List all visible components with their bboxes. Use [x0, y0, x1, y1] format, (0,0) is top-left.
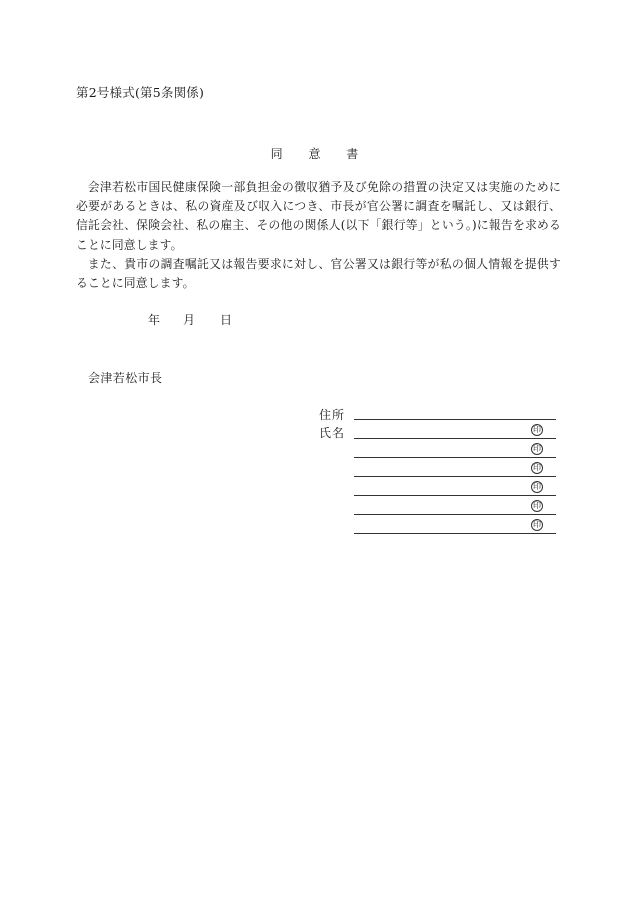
seal-icon: 印 — [533, 501, 541, 510]
name-line-5 — [354, 514, 556, 515]
document-title: 同 意 書 — [270, 147, 370, 161]
address-label: 住所 — [319, 408, 346, 422]
consent-body — [76, 178, 561, 293]
name-line-1 — [354, 438, 556, 439]
date-year-label: 年 — [148, 313, 161, 327]
seal-icon: 印 — [533, 444, 541, 453]
name-line-2 — [354, 457, 556, 458]
seal-icon: 印 — [533, 425, 541, 434]
consent-paragraph-1: 会津若松市国民健康保険一部負担金の徴収猶予及び免除の措置の決定又は実施のために必要があるときは、私の資産及び収入につき、市長が官公署に調査を嘱託し、又は銀行、信託会社、保険会社、私の雇主、その他の関係人(以下「銀行等」という。)に報告を求めることに同意します。 — [76, 180, 561, 252]
name-label: 氏名 — [319, 426, 346, 440]
seal-icon: 印 — [533, 463, 541, 472]
seal-icon: 印 — [533, 482, 541, 491]
form-number: 第2号様式(第5条関係) — [76, 85, 205, 100]
consent-paragraph-2: また、貴市の調査嘱託又は報告要求に対し、官公署又は銀行等が私の個人情報を提供することに同意します。 — [76, 256, 561, 291]
name-line-3 — [354, 476, 556, 477]
seal-icon: 印 — [533, 520, 541, 529]
name-line-4 — [354, 495, 556, 496]
address-line — [354, 419, 556, 420]
addressee: 会津若松市長 — [88, 371, 163, 385]
name-line-6 — [354, 533, 556, 534]
date-day-label: 日 — [220, 313, 233, 327]
date-month-label: 月 — [183, 313, 196, 327]
